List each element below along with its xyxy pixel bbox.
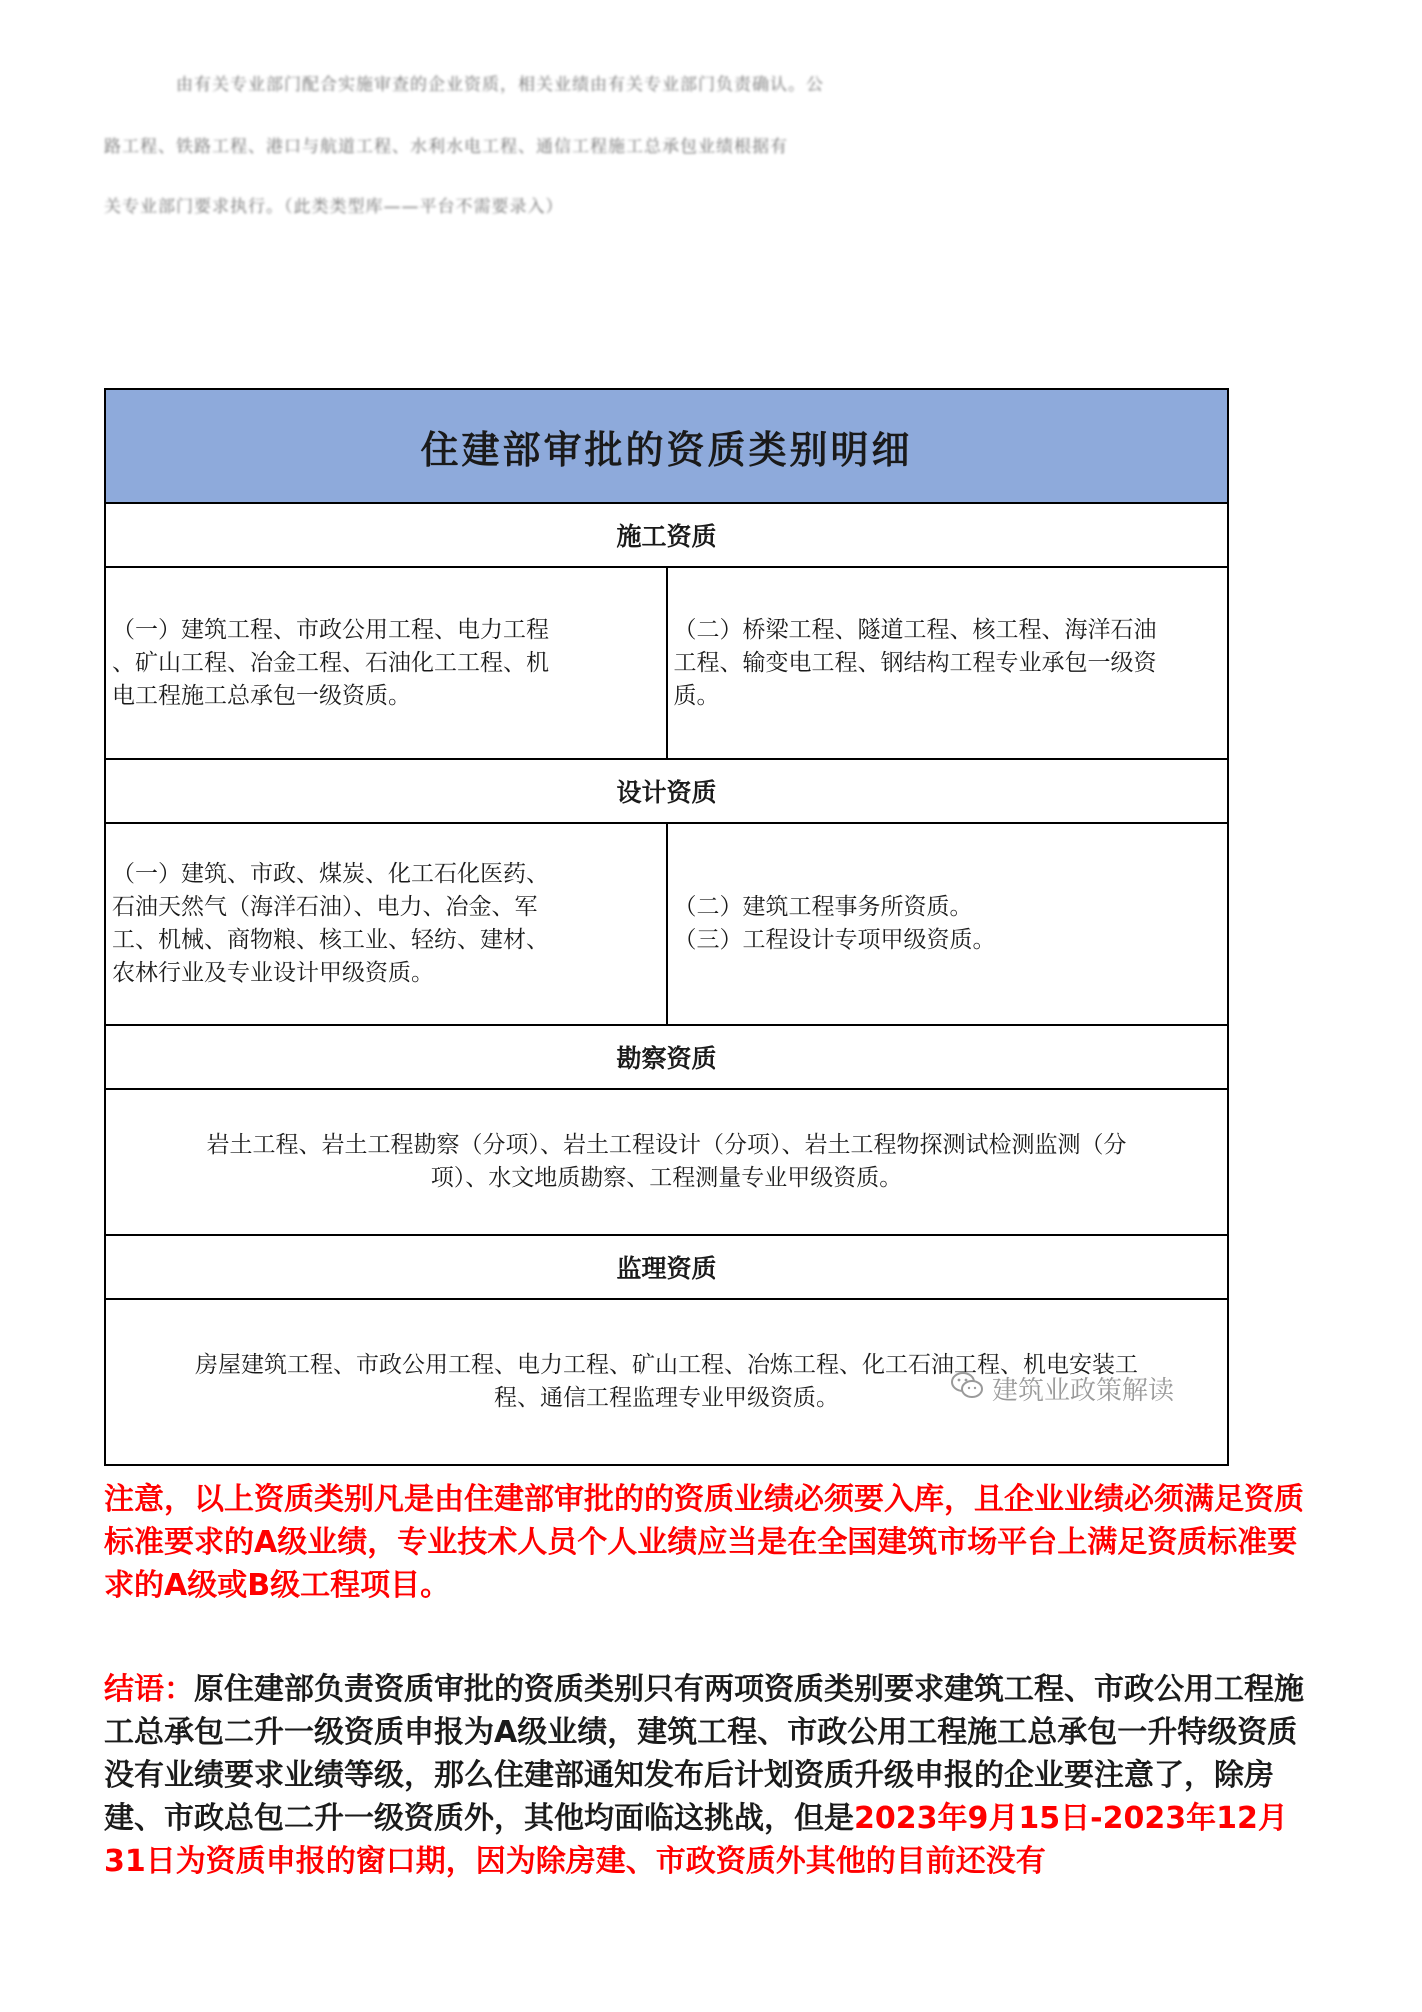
supervision-line-1: 房屋建筑工程、市政公用工程、电力工程、矿山工程、冶炼工程、化工石油工程、机电安装工 — [195, 1352, 1138, 1378]
construction-right-line-1: （二）桥梁工程、隧道工程、核工程、海洋石油 — [673, 616, 1157, 643]
survey-line-2: 项）、水文地质勘察、工程测量专业甲级资质。 — [430, 1165, 903, 1191]
design-left-line-3: 工、机械、商物粮、核工业、轻纺、建材、 — [112, 927, 549, 953]
design-right-cell — [667, 823, 1229, 1025]
watermark — [950, 1370, 1174, 1407]
table-title: 住建部审批的资质类别明细 — [105, 389, 1228, 503]
supervision-header: 监理资质 — [105, 1235, 1228, 1299]
conclusion-label: 结语： — [104, 1672, 194, 1707]
faded-text-line-3: 关专业部门要求执行。（此类类型库——平台不需要录入） — [104, 197, 564, 217]
design-left-cell — [105, 823, 667, 1025]
design-left-line-2: 石油天然气（海洋石油）、电力、冶金、军 — [112, 894, 538, 920]
survey-cell — [105, 1089, 1228, 1235]
qualification-table — [104, 388, 1229, 1466]
construction-right-cell — [667, 567, 1229, 759]
construction-left-cell — [105, 567, 667, 759]
watermark-text: 建筑业政策解读 — [992, 1376, 1175, 1406]
design-left-line-4: 农林行业及专业设计甲级资质。 — [112, 960, 434, 986]
faded-text-line-1: 由有关专业部门配合实施审查的企业资质，相关业绩由有关专业部门负责确认。公 — [176, 75, 824, 95]
survey-line-1: 岩土工程、岩土工程勘察（分项）、岩土工程设计（分项）、岩土工程物探测试检测监测（分 — [206, 1132, 1127, 1158]
construction-right-line-3: 质。 — [673, 682, 720, 709]
note-paragraph: 注意，以上资质类别凡是由住建部审批的的资质业绩必须要入库，且企业业绩必须满足资质标准要求的A级业绩，专业技术人员个人业绩应当是在全国建筑市场平台上满足资质标准要求的A级或B级工程项目。 — [104, 1482, 1304, 1603]
design-header: 设计资质 — [105, 759, 1228, 823]
construction-left-line-2: 、矿山工程、冶金工程、石油化工工程、机 — [112, 649, 549, 676]
design-left-line-1: （一）建筑、市政、煤炭、化工石化医药、 — [112, 861, 549, 887]
construction-right-line-2: 工程、输变电工程、钢结构工程专业承包一级资 — [673, 649, 1157, 676]
conclusion-text: 原住建部负责资质审批的资质类别只有两项资质类别要求建筑工程、市政公用工程施工总承包二升一级资质申报为A级业绩，建筑工程、市政公用工程施工总承包一升特级资质没有业绩要求业绩等级，那么住建部通知发布后计划资质升级申报的企业要注意了，除房建、市政总包二升一级资质外，其他均面临这挑战，但是 — [104, 1672, 1304, 1836]
faded-text-line-2: 路工程、铁路工程、港口与航道工程、水利水电工程、通信工程施工总承包业绩根据有 — [104, 137, 788, 157]
design-right-line-2: （三）工程设计专项甲级资质。 — [673, 927, 996, 953]
conclusion-highlight: 2023年9月15日-2023年12月31日为资质申报的窗口期，因为除房建、市政资质外其他的目前还没有 — [104, 1801, 1288, 1879]
construction-left-line-1: （一）建筑工程、市政公用工程、电力工程 — [112, 616, 549, 643]
conclusion-paragraph — [104, 1668, 1324, 1883]
survey-header: 勘察资质 — [105, 1025, 1228, 1089]
construction-left-line-3: 电工程施工总承包一级资质。 — [112, 682, 411, 709]
wechat-icon — [950, 1370, 984, 1407]
design-right-line-1: （二）建筑工程事务所资质。 — [673, 894, 973, 920]
supervision-line-2: 程、通信工程监理专业甲级资质。 — [494, 1385, 839, 1411]
construction-header: 施工资质 — [105, 503, 1228, 567]
